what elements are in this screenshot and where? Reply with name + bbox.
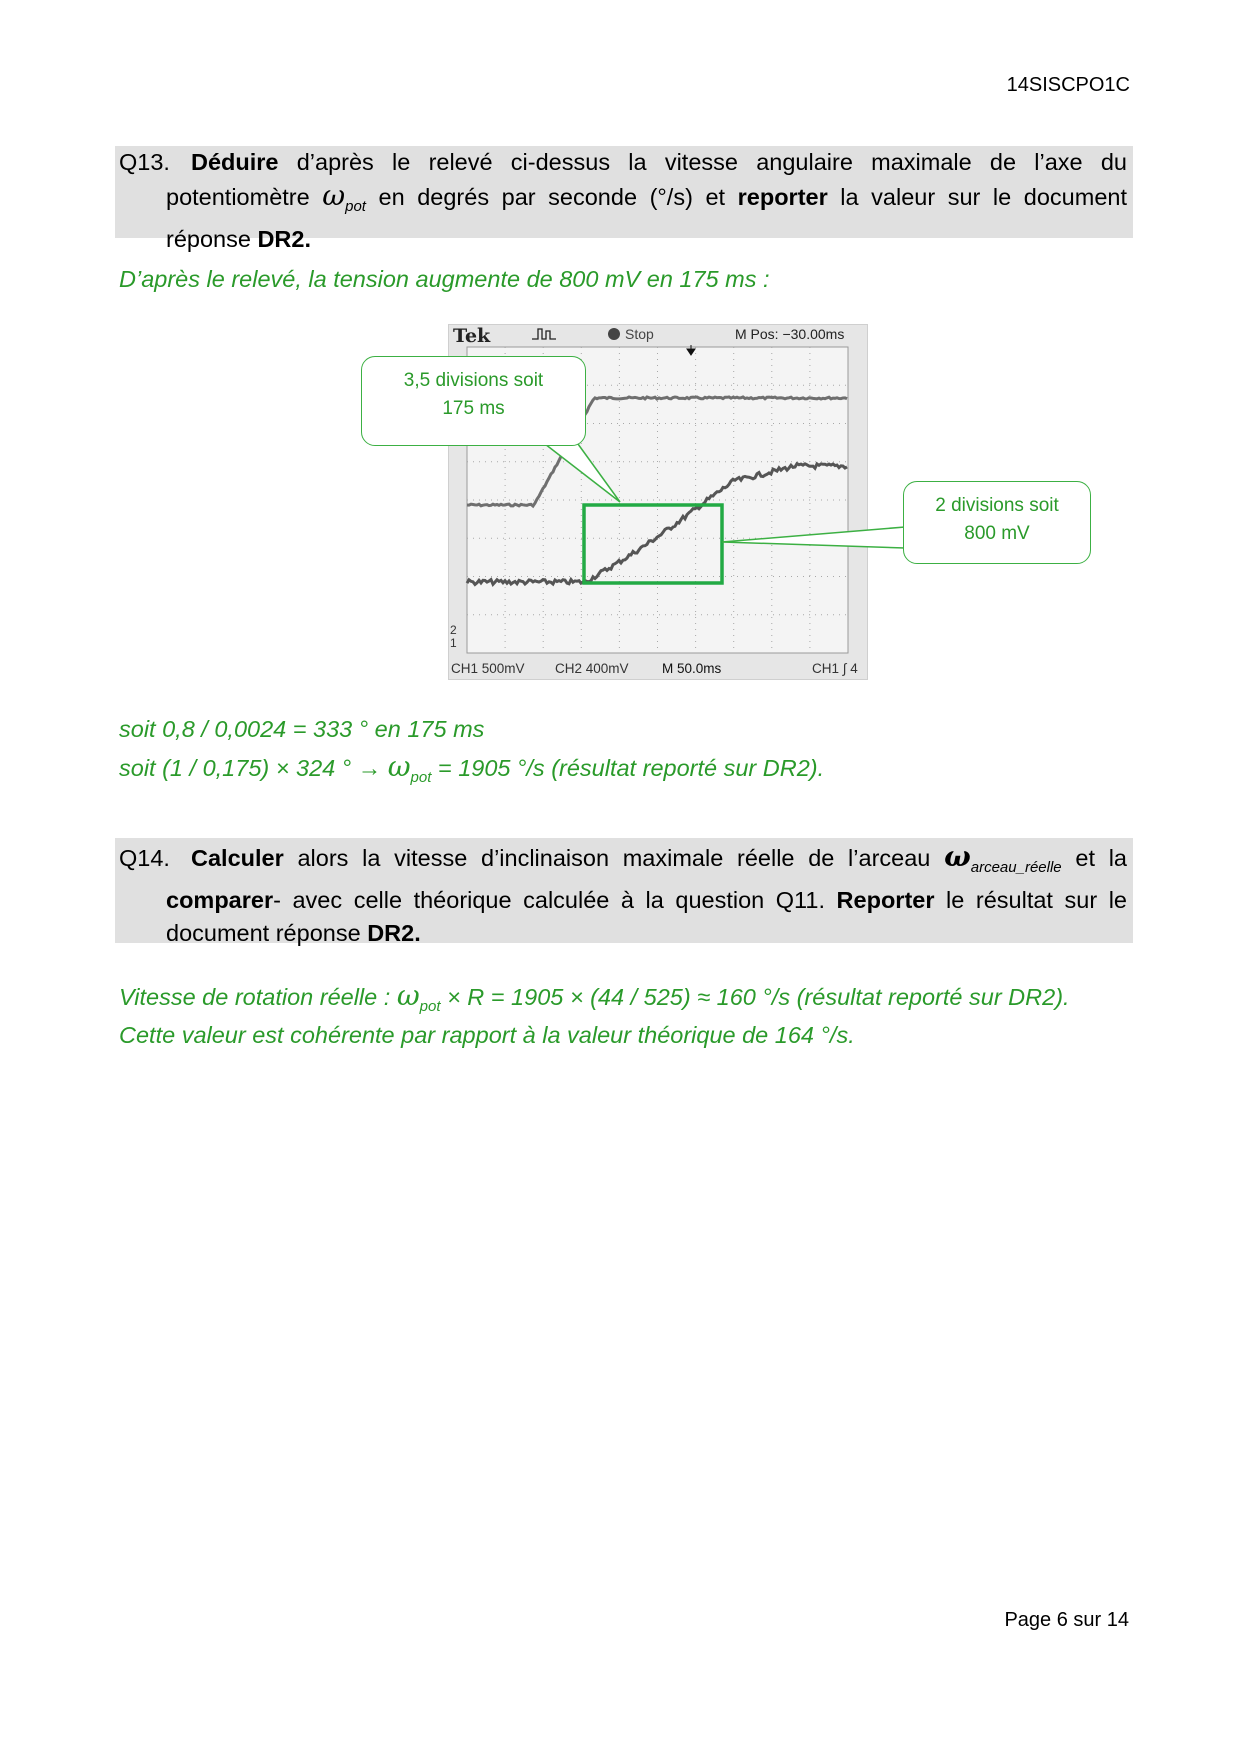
- answer-14: [119, 981, 1131, 1050]
- document-reference: 14SISCPO1C: [1006, 74, 1130, 96]
- answer-13-line2-a: soit (1 / 0,175) × 324 °: [119, 755, 358, 781]
- answer-13-intro: D’après le relevé, la tension augmente de 800 mV en 175 ms :: [119, 266, 770, 292]
- q14-text-4: le résultat sur le document réponse: [166, 887, 1128, 946]
- q13-text-2: en degrés par seconde (°/s) et: [365, 184, 738, 210]
- q13-text-3: la valeur sur le document réponse: [166, 184, 1127, 252]
- omega-subscript: pot: [345, 198, 366, 215]
- trigger-info: CH1 ∫ 4: [812, 661, 858, 676]
- answer-14-line2: Cette valeur est cohérente par rapport à la valeur théorique de 164 °/s.: [119, 1022, 855, 1048]
- question-14-number: Q14.: [119, 845, 170, 871]
- question-14-box: [115, 838, 1133, 946]
- horizontal-position: M Pos: −30.00ms: [735, 326, 845, 342]
- callout-volt: [903, 481, 1091, 564]
- q14-text-1: alors la vitesse d’inclinaison maximale réelle de l’arceau: [283, 845, 945, 871]
- omega-symbol: ω: [322, 179, 346, 212]
- omega-symbol: ω: [396, 979, 420, 1012]
- question-14-text: [119, 840, 1127, 950]
- callout-volt-line2: 800 mV: [964, 523, 1030, 544]
- q13-verb-2: reporter: [737, 184, 828, 210]
- answer-13-line2: [119, 750, 824, 786]
- callout-time: [361, 356, 586, 446]
- q14-text-2: et la: [1061, 845, 1127, 871]
- ch2-ground-marker: 2: [450, 623, 457, 637]
- answer-14-a: Vitesse de rotation réelle :: [119, 984, 397, 1010]
- omega-subscript: pot: [410, 769, 432, 786]
- time-scale: M 50.0ms: [662, 661, 722, 676]
- q14-verb: Calculer: [191, 845, 284, 871]
- omega-symbol: ω: [944, 840, 971, 873]
- omega-subscript: pot: [419, 998, 441, 1015]
- callout-time-line1: 3,5 divisions soit: [403, 370, 544, 391]
- q13-doc: DR2.: [257, 226, 311, 252]
- callout-volt-line1: 2 divisions soit: [935, 495, 1059, 516]
- omega-subscript: arceau_réelle: [970, 859, 1062, 876]
- ch2-scale: CH2 400mV: [555, 661, 629, 676]
- q14-text-3: - avec celle théorique calculée à la question Q11.: [273, 887, 837, 913]
- ch1-ground-marker: 1: [450, 636, 457, 650]
- q14-verb-2: comparer: [166, 887, 274, 913]
- arrow-icon: →: [357, 755, 382, 781]
- page-number: Page 6 sur 14: [1004, 1609, 1129, 1631]
- answer-14-b: × R = 1905 × (44 / 525) ≈ 160 °/s (résultat reporté sur DR2).: [440, 984, 1070, 1010]
- omega-symbol: ω: [387, 750, 411, 783]
- acquisition-status: Stop: [625, 326, 654, 342]
- answer-13-line2-b: = 1905 °/s (résultat reporté sur DR2).: [431, 755, 825, 781]
- callout-pointers: [0, 0, 1240, 700]
- ch1-scale: CH1 500mV: [451, 661, 525, 676]
- callout-time-pointer: [545, 444, 620, 502]
- question-13-number: Q13.: [119, 149, 170, 175]
- callout-time-line2: 175 ms: [442, 398, 505, 419]
- q14-verb-3: Reporter: [836, 887, 935, 913]
- q13-text-1: d’après le relevé ci-dessus la vitesse angulaire maximale de l’axe du potentiomètre: [166, 149, 1127, 210]
- callout-volt-pointer: [722, 527, 905, 548]
- tek-brand: Tek: [453, 325, 491, 347]
- q14-doc: DR2.: [367, 920, 421, 946]
- q13-verb: Déduire: [191, 149, 279, 175]
- answer-13-line1: soit 0,8 / 0,0024 = 333 ° en 175 ms: [119, 716, 485, 742]
